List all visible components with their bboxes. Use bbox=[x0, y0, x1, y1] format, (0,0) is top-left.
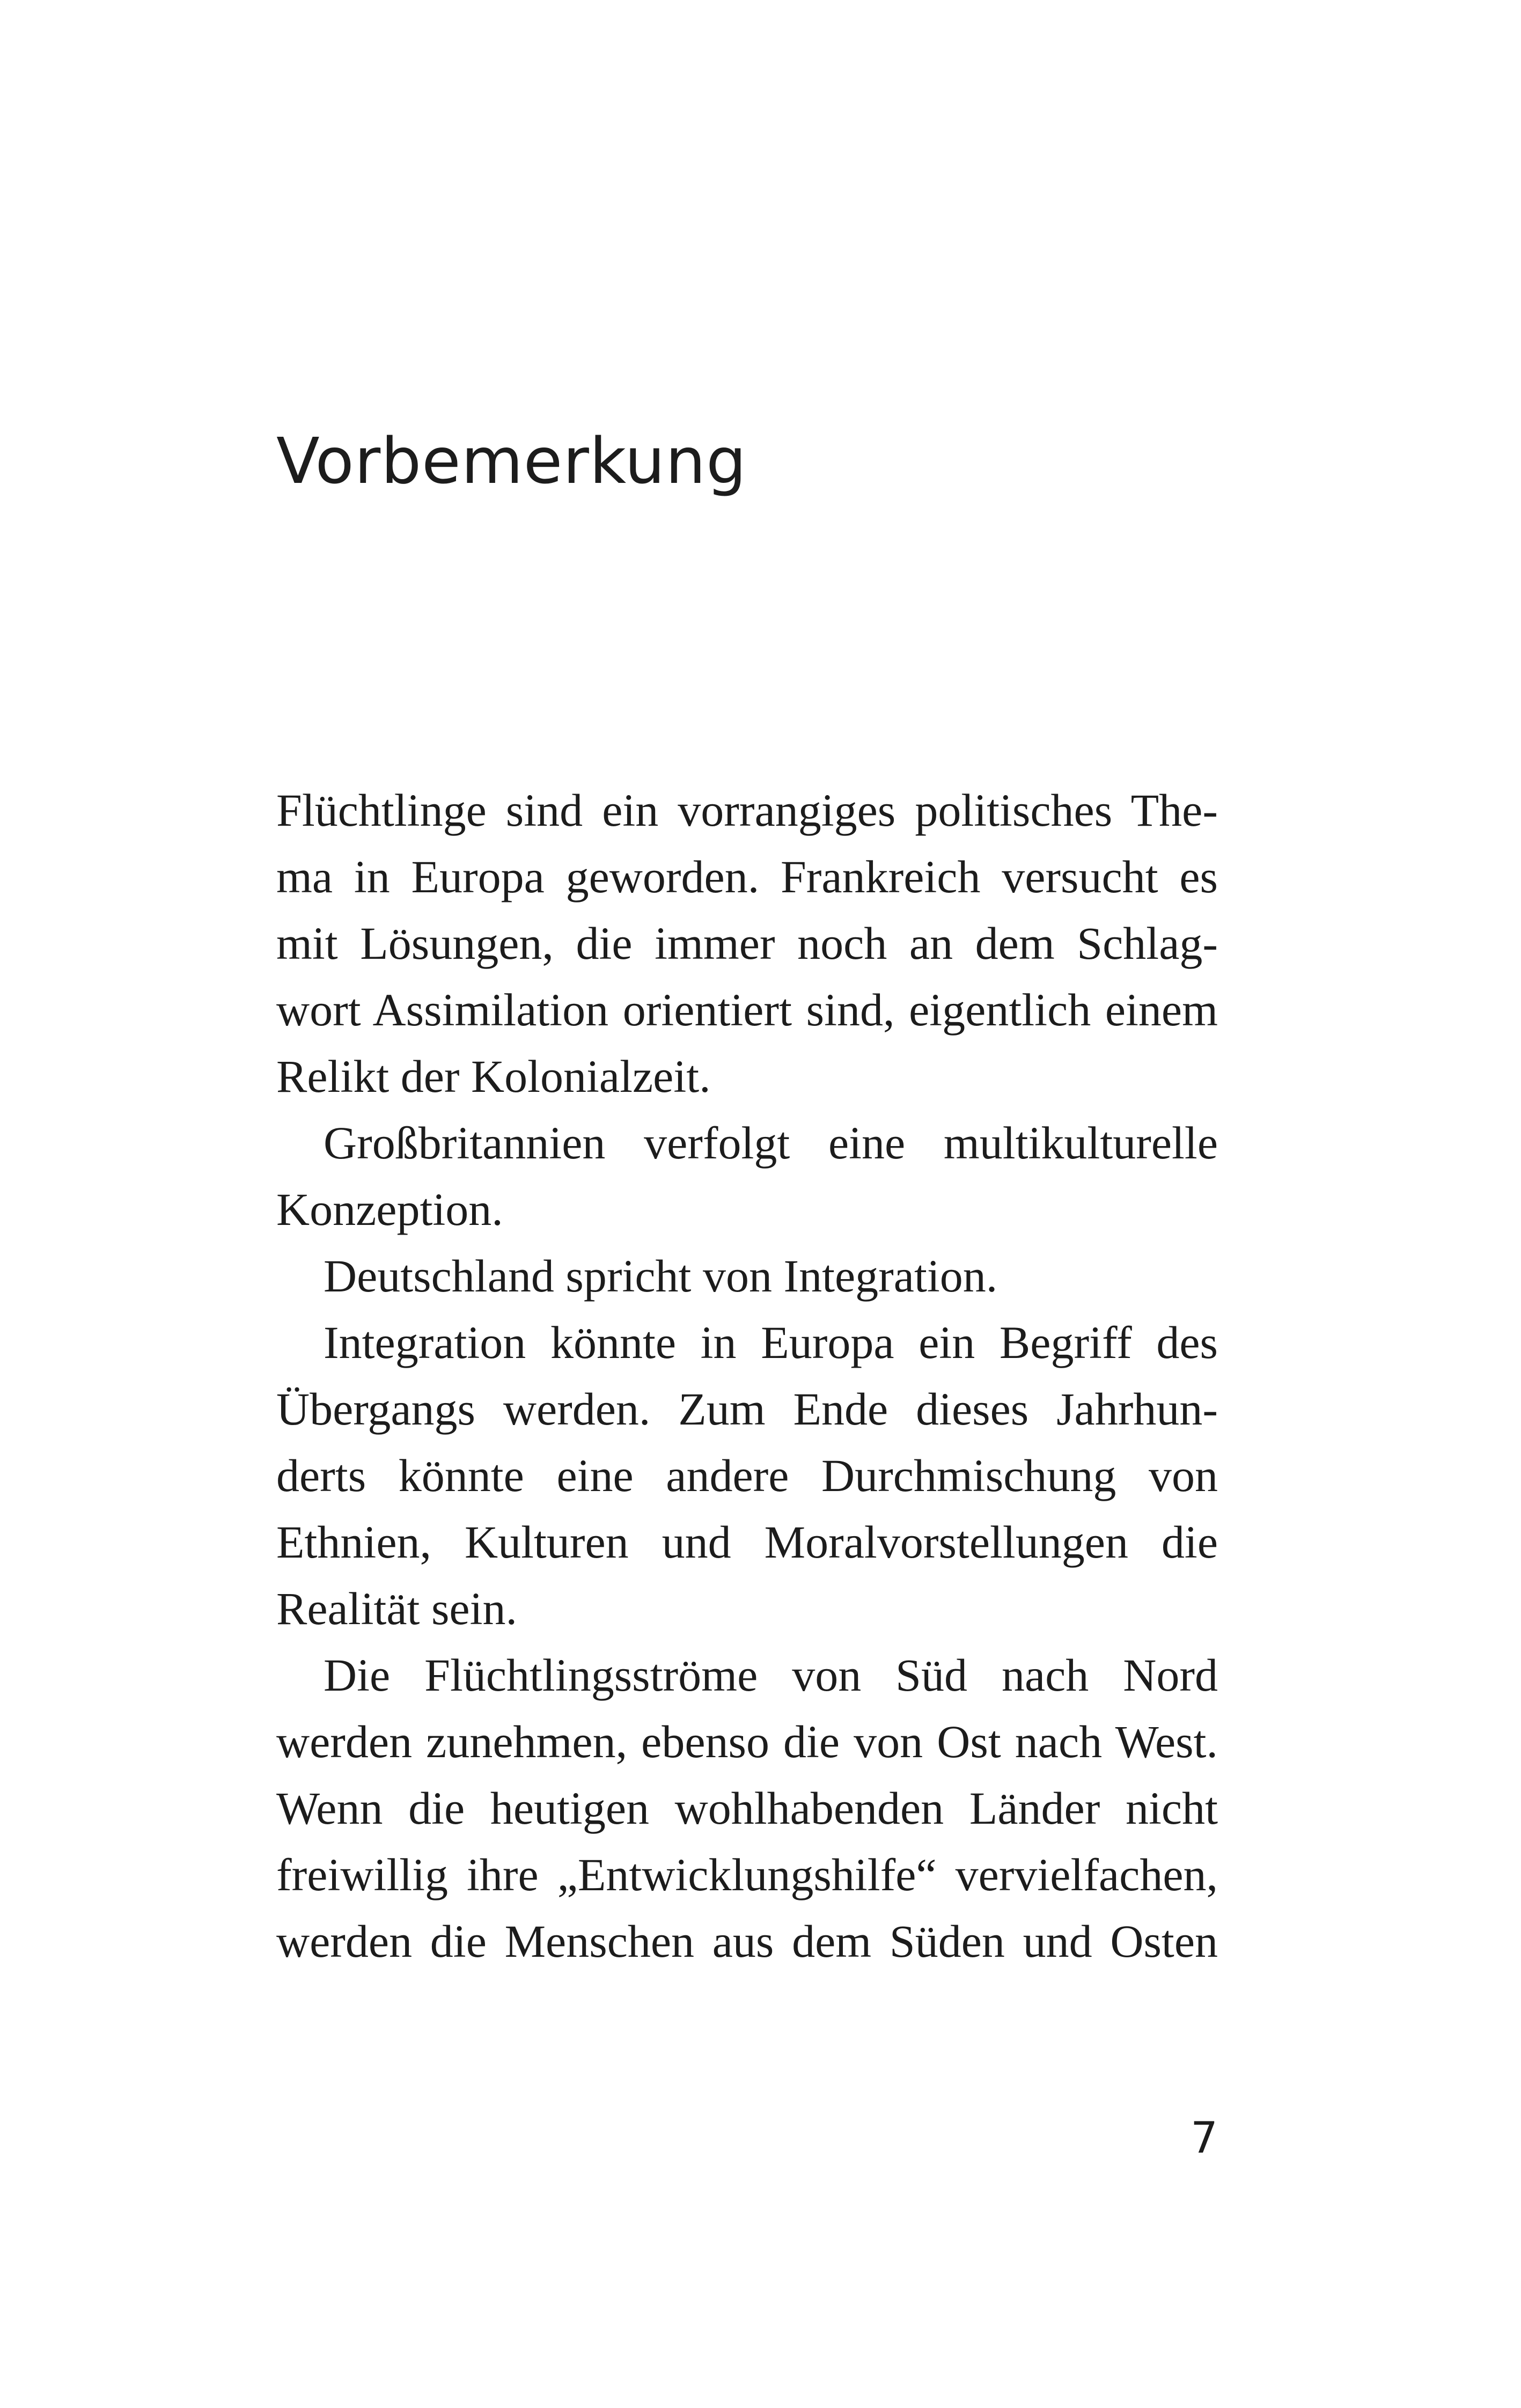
text-line: werden die Menschen aus dem Süden und Osten bbox=[276, 1915, 1218, 1967]
text-line: wort Assimilation orientiert sind, eigentlich einem bbox=[276, 984, 1218, 1036]
text-line: freiwillig ihre „Entwicklungshilfe“ vervielfachen, bbox=[276, 1849, 1218, 1900]
text-line: Die Flüchtlingsströme von Süd nach Nord bbox=[324, 1649, 1218, 1701]
chapter-heading: Vorbemerkung bbox=[276, 424, 747, 498]
text-line: Deutschland spricht von Integration. bbox=[324, 1250, 998, 1302]
text-line: ma in Europa geworden. Frankreich versucht es bbox=[276, 851, 1218, 902]
text-line: Ethnien, Kulturen und Moralvorstellungen die bbox=[276, 1516, 1218, 1568]
text-line: Relikt der Kolonialzeit. bbox=[276, 1051, 711, 1102]
text-line: Übergangs werden. Zum Ende dieses Jahrhun- bbox=[276, 1383, 1218, 1435]
text-line: Konzeption. bbox=[276, 1184, 503, 1235]
text-line: Wenn die heutigen wohlhabenden Länder nicht bbox=[276, 1782, 1218, 1834]
page-number: 7 bbox=[1191, 2113, 1218, 2163]
text-line: werden zunehmen, ebenso die von Ost nach West. bbox=[276, 1716, 1218, 1767]
text-line: Integration könnte in Europa ein Begriff des bbox=[324, 1317, 1218, 1368]
body-text bbox=[276, 777, 1218, 1974]
text-line: derts könnte eine andere Durchmischung von bbox=[276, 1450, 1218, 1501]
text-line: Realität sein. bbox=[276, 1583, 517, 1634]
text-line: Flüchtlinge sind ein vorrangiges politisches The- bbox=[276, 784, 1218, 836]
text-line: mit Lösungen, die immer noch an dem Schlag- bbox=[276, 917, 1218, 969]
text-line: Großbritannien verfolgt eine multikulturelle bbox=[324, 1117, 1218, 1169]
